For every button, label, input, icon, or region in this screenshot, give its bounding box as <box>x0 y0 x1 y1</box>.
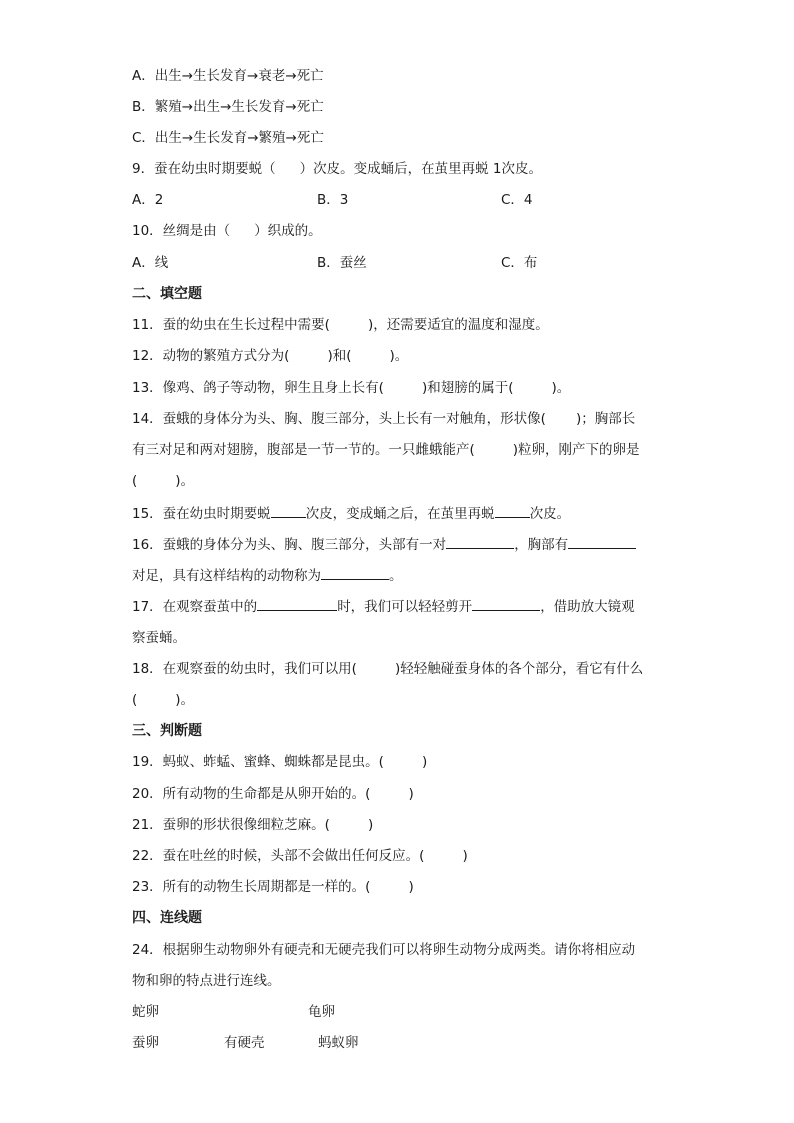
q9-stem-end: ）次皮。变成蛹后，在茧里再蜕 1次皮。 <box>299 161 542 177</box>
q15-text-mid: 次皮，变成蛹之后，在茧里再蜕 <box>305 506 495 522</box>
q18-text-4: )。 <box>175 692 195 708</box>
q15-blank-1[interactable] <box>271 503 306 518</box>
q9-option-a[interactable]: A．2 <box>132 192 164 208</box>
q17-blank-1[interactable] <box>257 596 337 611</box>
q14-text-1: 14．蚕蛾的身体分为头、胸、腹三部分，头上长有一对触角，形状像( <box>132 411 546 427</box>
q17-text-2: 时，我们可以轻轻剪开 <box>337 599 473 615</box>
match-item-silkworm-egg[interactable]: 蚕卵 <box>132 1035 159 1051</box>
q11-text-end: )，还需要适宜的温度和湿度。 <box>367 317 549 333</box>
q19-end: ) <box>421 754 428 770</box>
q22-text: 22．蚕在吐丝的时候，头部不会做出任何反应。( <box>132 848 425 864</box>
q14-text-2: )；胸部长 <box>575 411 636 427</box>
q19-text: 19．蚂蚁、蚱蜢、蜜蜂、蜘蛛都是昆虫。( <box>132 754 384 770</box>
q17-text-1: 17．在观察蚕茧中的 <box>132 599 258 615</box>
match-item-hard-shell[interactable]: 有硬壳 <box>224 1035 265 1051</box>
q8-option-b[interactable]: B．繁殖→出生→生长发育→死亡 <box>132 99 324 115</box>
q21-text: 21．蚕卵的形状很像细粒芝麻。( <box>132 817 330 833</box>
section-true-false-title: 三、判断题 <box>132 723 202 739</box>
section-fill-in-title: 二、填空题 <box>132 286 202 302</box>
q12-text-end: )。 <box>389 348 409 364</box>
q8-option-a[interactable]: A．出生→生长发育→衰老→死亡 <box>132 68 324 84</box>
q12 <box>132 346 408 366</box>
q18-text-1: 18．在观察蚕的幼虫时，我们可以用( <box>132 661 357 677</box>
q23-end: ) <box>408 879 414 895</box>
q24-match-row-2 <box>132 1033 432 1053</box>
q18-line-2 <box>132 690 194 710</box>
q20-end: ) <box>408 786 414 802</box>
q20 <box>132 784 414 804</box>
q13-text-mid: )和翅膀的属于( <box>421 380 514 396</box>
q23 <box>132 877 414 897</box>
q21-end: ) <box>367 817 374 833</box>
q13 <box>132 378 570 398</box>
q16-blank-3[interactable] <box>321 565 389 580</box>
q16-text-3: 对足，具有这样结构的动物称为 <box>132 568 321 584</box>
q14-line-3 <box>132 471 194 491</box>
q8-option-c[interactable]: C．出生→生长发育→繁殖→死亡 <box>132 130 324 146</box>
q13-text-start: 13．像鸡、鸽子等动物，卵生且身上长有( <box>132 380 384 396</box>
q21 <box>132 815 373 835</box>
q15-text-end: 次皮。 <box>529 506 571 522</box>
q16-line-1 <box>132 534 636 555</box>
q11 <box>132 315 549 335</box>
q10-option-c[interactable]: C．布 <box>501 255 538 271</box>
q16-text-1: 16．蚕蛾的身体分为头、胸、腹三部分，头部有一对 <box>132 537 447 553</box>
q22-end: ) <box>462 848 468 864</box>
q20-text: 20．所有动物的生命都是从卵开始的。( <box>132 786 371 802</box>
q16-blank-2[interactable] <box>568 534 636 549</box>
q10-stem-end: ）织成的。 <box>254 223 322 239</box>
q10-stem <box>132 221 322 241</box>
q23-text: 23．所有的动物生长周期都是一样的。( <box>132 879 371 895</box>
q10-stem-start: 10．丝绸是由（ <box>132 223 231 239</box>
q13-text-end: )。 <box>551 380 571 396</box>
q15-blank-2[interactable] <box>495 503 530 518</box>
q17-line-2: 察蚕蛹。 <box>132 630 186 646</box>
q14-text-4: )粒卵，刚产下的卵是 <box>512 442 640 458</box>
q10-options <box>132 253 552 273</box>
q14-line-1 <box>132 409 635 429</box>
q16-text-2: ，胸部有 <box>514 537 569 553</box>
section-matching-title: 四、连线题 <box>132 910 202 926</box>
q9-stem <box>132 159 542 179</box>
match-item-snake-egg[interactable]: 蛇卵 <box>132 1004 159 1020</box>
q16-blank-1[interactable] <box>446 534 514 549</box>
q18-text-3: ( <box>132 692 138 708</box>
q9-option-b[interactable]: B．3 <box>317 192 349 208</box>
q14-text-6: )。 <box>175 473 195 489</box>
q15 <box>132 503 570 524</box>
match-item-turtle-egg[interactable]: 龟卵 <box>308 1004 335 1020</box>
q14-line-2 <box>132 440 640 460</box>
q18-text-2: )轻轻触碰蚕身体的各个部分，看它有什么 <box>394 661 644 677</box>
q17-blank-2[interactable] <box>472 596 540 611</box>
q9-stem-start: 9．蚕在幼虫时期要蜕（ <box>132 161 276 177</box>
q24-line-1: 24．根据卵生动物卵外有硬壳和无硬壳我们可以将卵生动物分成两类。请你将相应动 <box>132 942 636 958</box>
q10-option-a[interactable]: A．线 <box>132 255 169 271</box>
q11-text-start: 11．蚕的幼虫在生长过程中需要( <box>132 317 330 333</box>
q14-text-5: ( <box>132 473 138 489</box>
q17-line-1 <box>132 596 635 617</box>
q17-text-3: ，借助放大镜观 <box>540 599 635 615</box>
match-item-ant-egg[interactable]: 蚂蚁卵 <box>318 1035 359 1051</box>
q24-match-row-1 <box>132 1002 432 1022</box>
q15-text-start: 15．蚕在幼虫时期要蜕 <box>132 506 271 522</box>
q14-text-3: 有三对足和两对翅膀，腹部是一节一节的。一只雌蛾能产( <box>132 442 475 458</box>
q12-text-start: 12．动物的繁殖方式分为( <box>132 348 290 364</box>
q9-options <box>132 190 552 210</box>
q24-line-2: 物和卵的特点进行连线。 <box>132 973 281 989</box>
q16-text-4: 。 <box>389 568 403 584</box>
q22 <box>132 846 468 866</box>
q9-option-c[interactable]: C．4 <box>501 192 533 208</box>
q18-line-1 <box>132 659 643 679</box>
q10-option-b[interactable]: B．蚕丝 <box>317 255 367 271</box>
q16-line-2 <box>132 565 403 586</box>
q19 <box>132 752 427 772</box>
q12-text-mid: )和( <box>327 348 352 364</box>
